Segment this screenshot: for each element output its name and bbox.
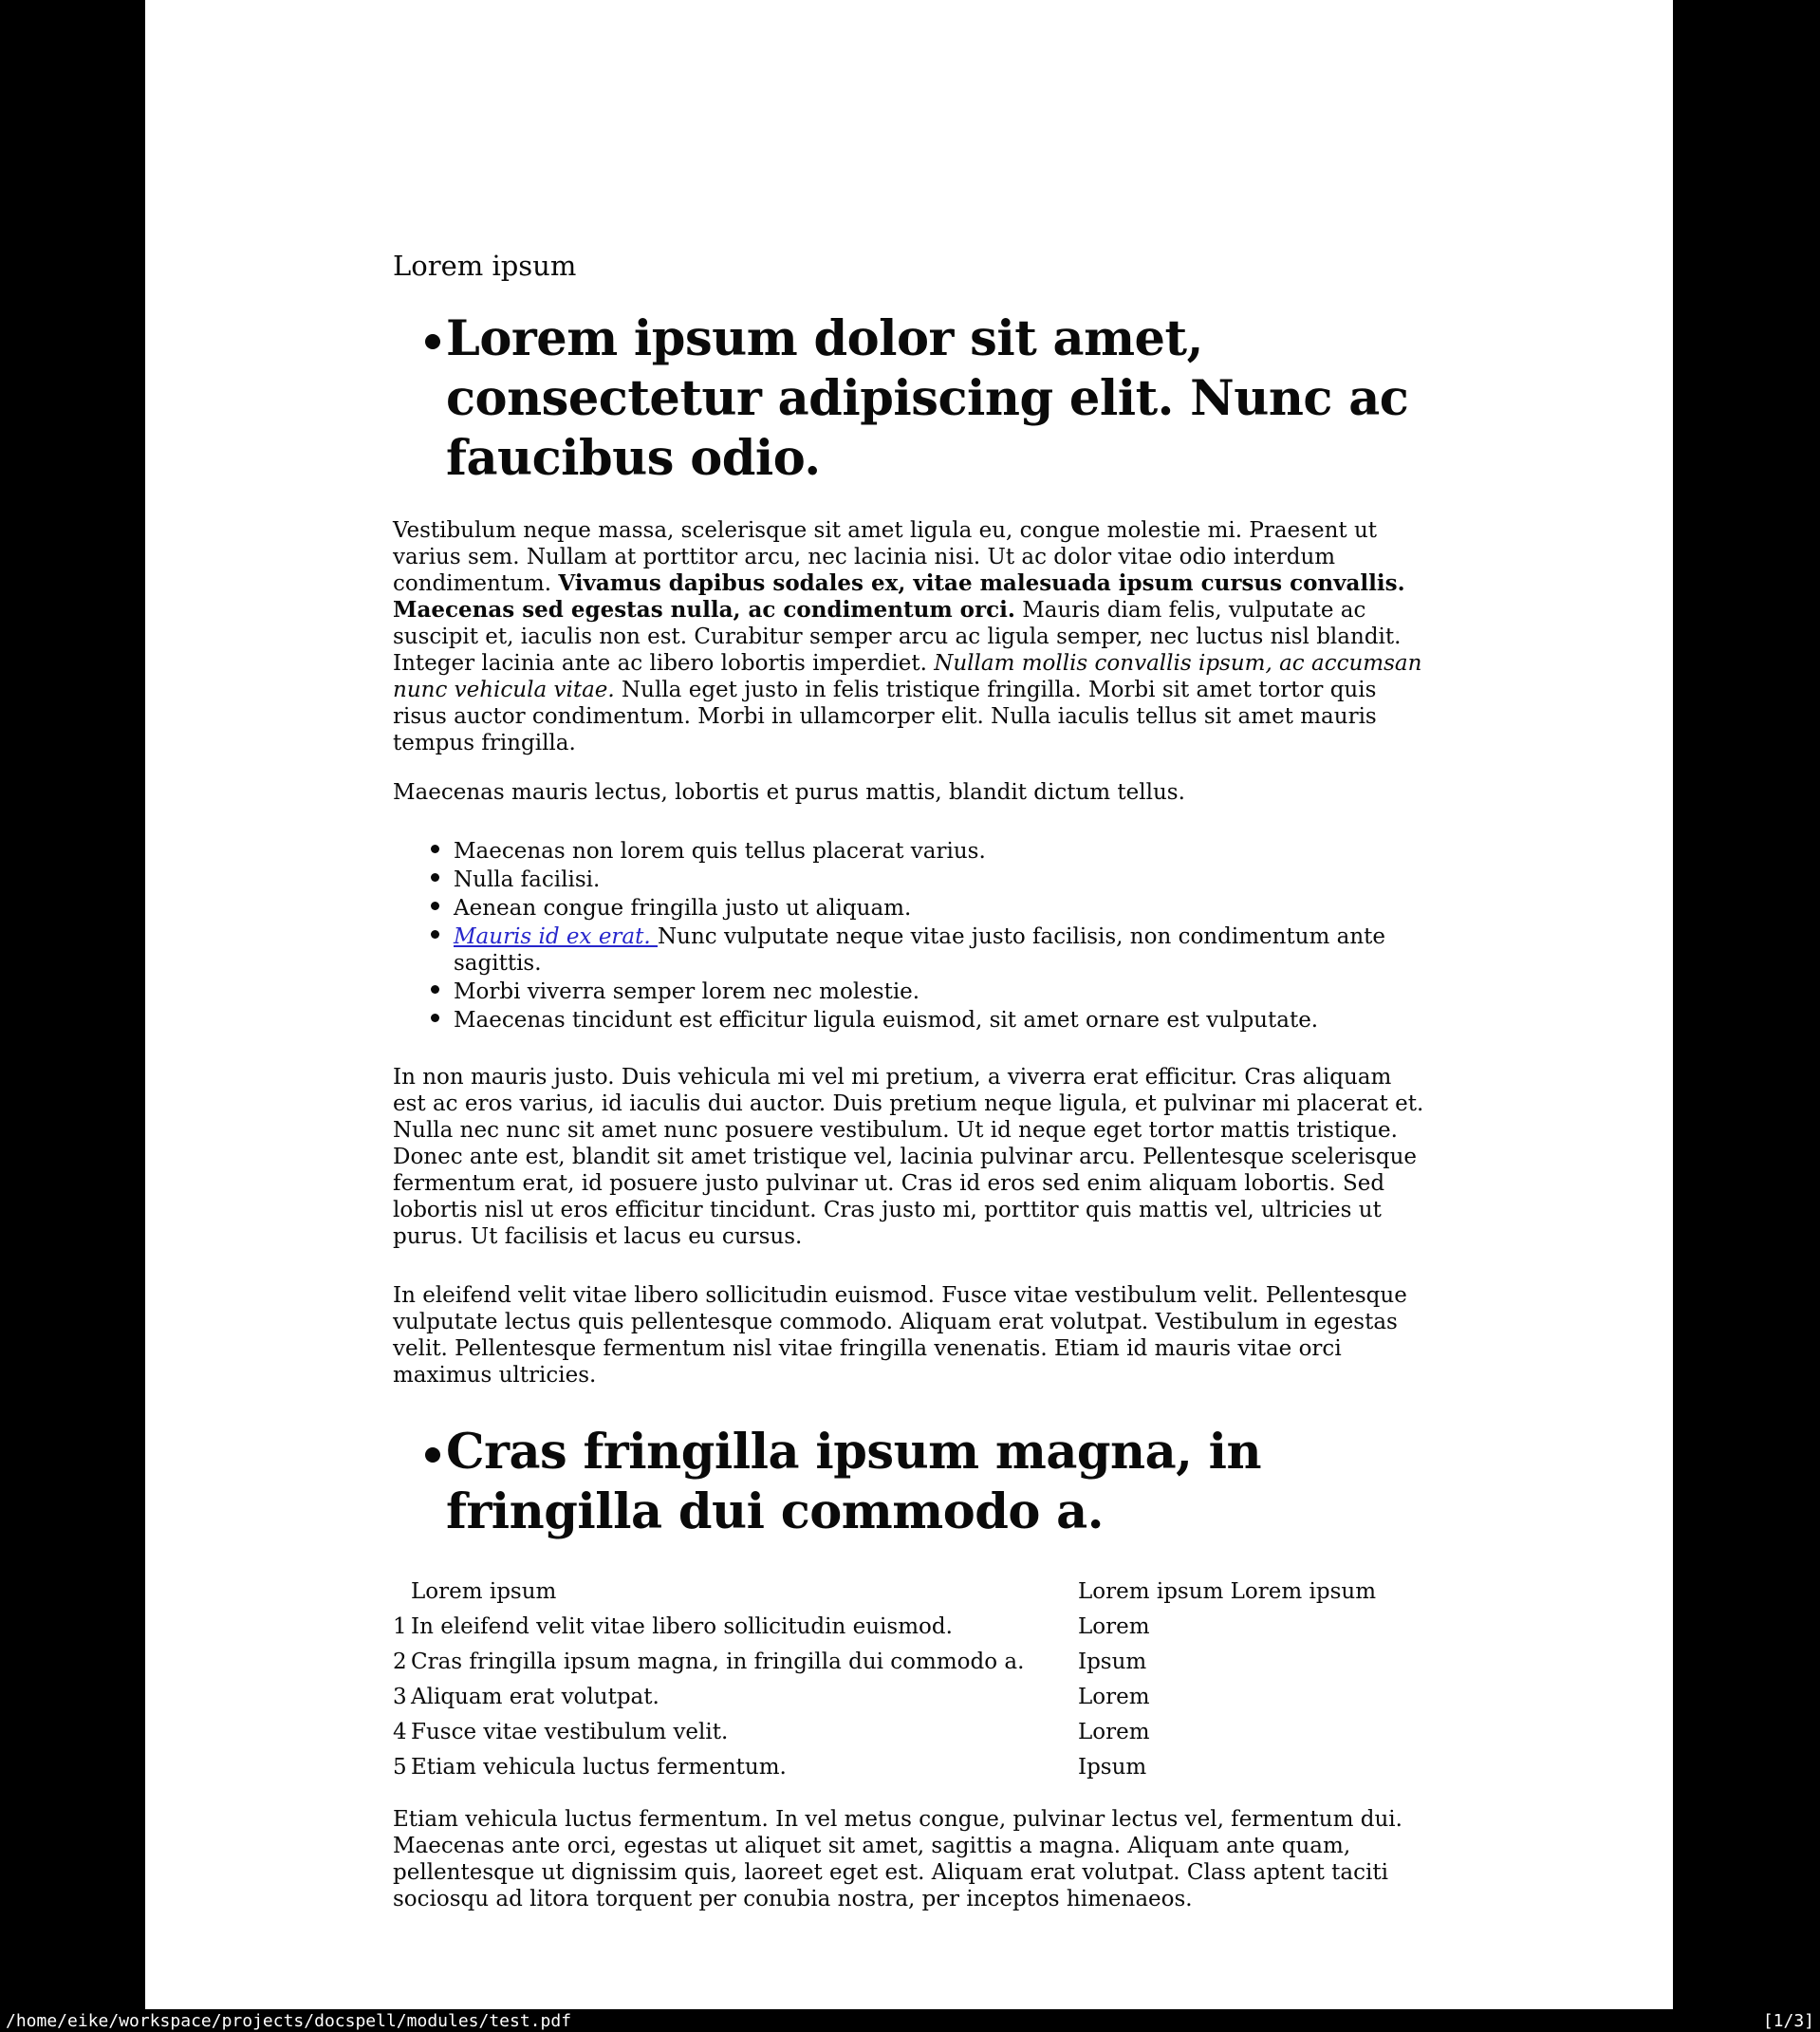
list-item [454,895,1412,922]
text-segment: Nullam mollis convallis ipsum, ac accumsan nunc vehicula vitae. [393,651,1422,702]
statusbar-page-indicator: [1/3] [1762,2010,1814,2031]
row-value: Lorem [1078,1685,1150,1709]
list-item [454,838,1412,865]
row-number: 3 [393,1685,407,1709]
row-value: Lorem [1078,1720,1150,1744]
table-header-col2: Lorem ipsum Lorem ipsum [1078,1579,1377,1604]
list-item-with-link [454,923,1412,977]
row-number: 5 [393,1755,407,1780]
row-text: In eleifend velit vitae libero sollicitudin euismod. [411,1614,953,1639]
list-bullet-icon [431,873,439,882]
document-table [393,1575,1429,1785]
text-segment: Maecenas non lorem quis tellus placerat varius. [454,839,986,864]
heading-line: fringilla dui commodo a. [446,1483,1104,1540]
heading-2 [446,1423,1429,1542]
heading-line: Lorem ipsum dolor sit amet, [446,310,1203,367]
statusbar [0,2009,1820,2032]
heading-1 [446,309,1429,489]
table-header-num-spacer [393,1575,411,1610]
table-row [393,1680,1429,1715]
heading-line: faucibus odio. [446,430,821,487]
list-bullet-icon [431,930,439,939]
row-value: Ipsum [1078,1755,1147,1780]
paragraph-1 [393,517,1429,756]
text-segment: Nunc vulputate neque vitae justo facilisis, non condimentum ante sagittis. [454,924,1385,976]
statusbar-file-path: /home/eike/workspace/projects/docspell/modules/test.pdf [6,2010,572,2031]
top-label: Lorem ipsum [393,250,577,282]
pdf-page-content [145,0,1429,1912]
list-bullet-icon [431,845,439,853]
row-number: 4 [393,1720,407,1744]
list-item [454,979,1412,1005]
row-text: Etiam vehicula luctus fermentum. [411,1755,787,1780]
table-row [393,1750,1429,1785]
heading-bullet-icon [425,1447,440,1463]
paragraph-3: In non mauris justo. Duis vehicula mi vel mi pretium, a viverra erat efficitur. Cras aliquam est ac eros varius, id iaculis dui auctor. Duis pretium neque ligula, et pulvinar mi placerat et. Nulla nec nunc sit amet nunc posuere vestibulum. Ut id neque eget tortor mattis tristique. Donec ante est, blandit sit amet tristique vel, lacinia pulvinar arcu. Pellentesque scelerisque fermentum erat, id posuere justo pulvinar ut. Cras id eros sed enim aliquam lobortis. Sed lobortis nisl ut eros efficitur tincidunt. Cras justo mi, porttitor quis mattis vel, ultricies ut purus. Ut facilisis et lacus eu cursus. [393,1065,1424,1249]
row-value: Lorem [1078,1614,1150,1639]
bullet-list [393,838,1412,1034]
heading-1-text [446,309,1429,489]
text-segment: Vestibulum neque massa, scelerisque sit amet ligula eu, congue molestie mi. Praesent ut varius sem. Nullam at porttitor arcu, nec lacinia nisi. Ut ac dolor vitae odio interdum condimentum. [393,518,1377,596]
text-segment: Nulla facilisi. [454,867,601,892]
list-item [454,867,1412,893]
heading-2-text [446,1423,1429,1542]
heading-line: Cras fringilla ipsum magna, in [446,1424,1262,1481]
table-row [393,1645,1429,1680]
table-header-col1: Lorem ipsum [411,1579,557,1604]
table-row [393,1610,1429,1645]
heading-bullet-icon [425,334,440,349]
list-bullet-icon [431,1014,439,1022]
list-bullet-icon [431,902,439,910]
text-segment: Vivamus dapibus sodales ex, vitae malesuada ipsum cursus convallis. Maecenas sed egestas nulla, ac condimentum orci. [393,570,1405,623]
pdf-link-mauris-id-ex-erat[interactable]: Mauris id ex erat. [454,924,659,949]
table-header-row [393,1575,1429,1610]
paragraph-4: In eleifend velit vitae libero sollicitudin euismod. Fusce vitae vestibulum velit. Pellentesque vulputate lectus quis pellentesque commodo. Aliquam erat volutpat. Vestibulum in egestas velit. Pellentesque fermentum nisl vitae fringilla venenatis. Etiam id mauris vitae orci maximus ultricies. [393,1283,1407,1388]
text-segment: Mauris diam felis, vulputate ac suscipit et, iaculis non est. Curabitur semper arcu ac ligula semper, nec luctus nisl blandit. Integer lacinia ante ac libero lobortis imperdiet. [393,598,1402,676]
text-segment: Nulla eget justo in felis tristique fringilla. Morbi sit amet tortor quis risus auctor condimentum. Morbi in ullamcorper elit. Nulla iaculis tellus sit amet mauris tempus fringilla. [393,678,1377,755]
heading-line: consectetur adipiscing elit. Nunc ac [446,370,1409,427]
row-text: Fusce vitae vestibulum velit. [411,1720,729,1744]
row-text: Cras fringilla ipsum magna, in fringilla dui commodo a. [411,1650,1025,1674]
pdf-page [145,0,1673,2009]
row-text: Aliquam erat volutpat. [411,1685,659,1709]
list-item [454,1007,1412,1034]
text-segment: Aenean congue fringilla justo ut aliquam. [454,896,912,921]
text-segment: Maecenas tincidunt est efficitur ligula euismod, sit amet ornare est vulputate. [454,1008,1319,1033]
text-segment: Morbi viverra semper lorem nec molestie. [454,979,920,1004]
table-row [393,1715,1429,1750]
paragraph-2: Maecenas mauris lectus, lobortis et purus mattis, blandit dictum tellus. [393,780,1185,805]
paragraph-5: Etiam vehicula luctus fermentum. In vel metus congue, pulvinar lectus vel, fermentum dui. Maecenas ante orci, egestas ut aliquet sit amet, sagittis a magna. Aliquam ante quam, pellentesque ut dignissim quis, laoreet eget est. Aliquam erat volutpat. Class aptent taciti sociosqu ad litora torquent per conubia nostra, per inceptos himenaeos. [393,1807,1402,1911]
row-value: Ipsum [1078,1650,1147,1674]
list-bullet-icon [431,985,439,994]
row-number: 1 [393,1614,407,1639]
row-number: 2 [393,1650,407,1674]
